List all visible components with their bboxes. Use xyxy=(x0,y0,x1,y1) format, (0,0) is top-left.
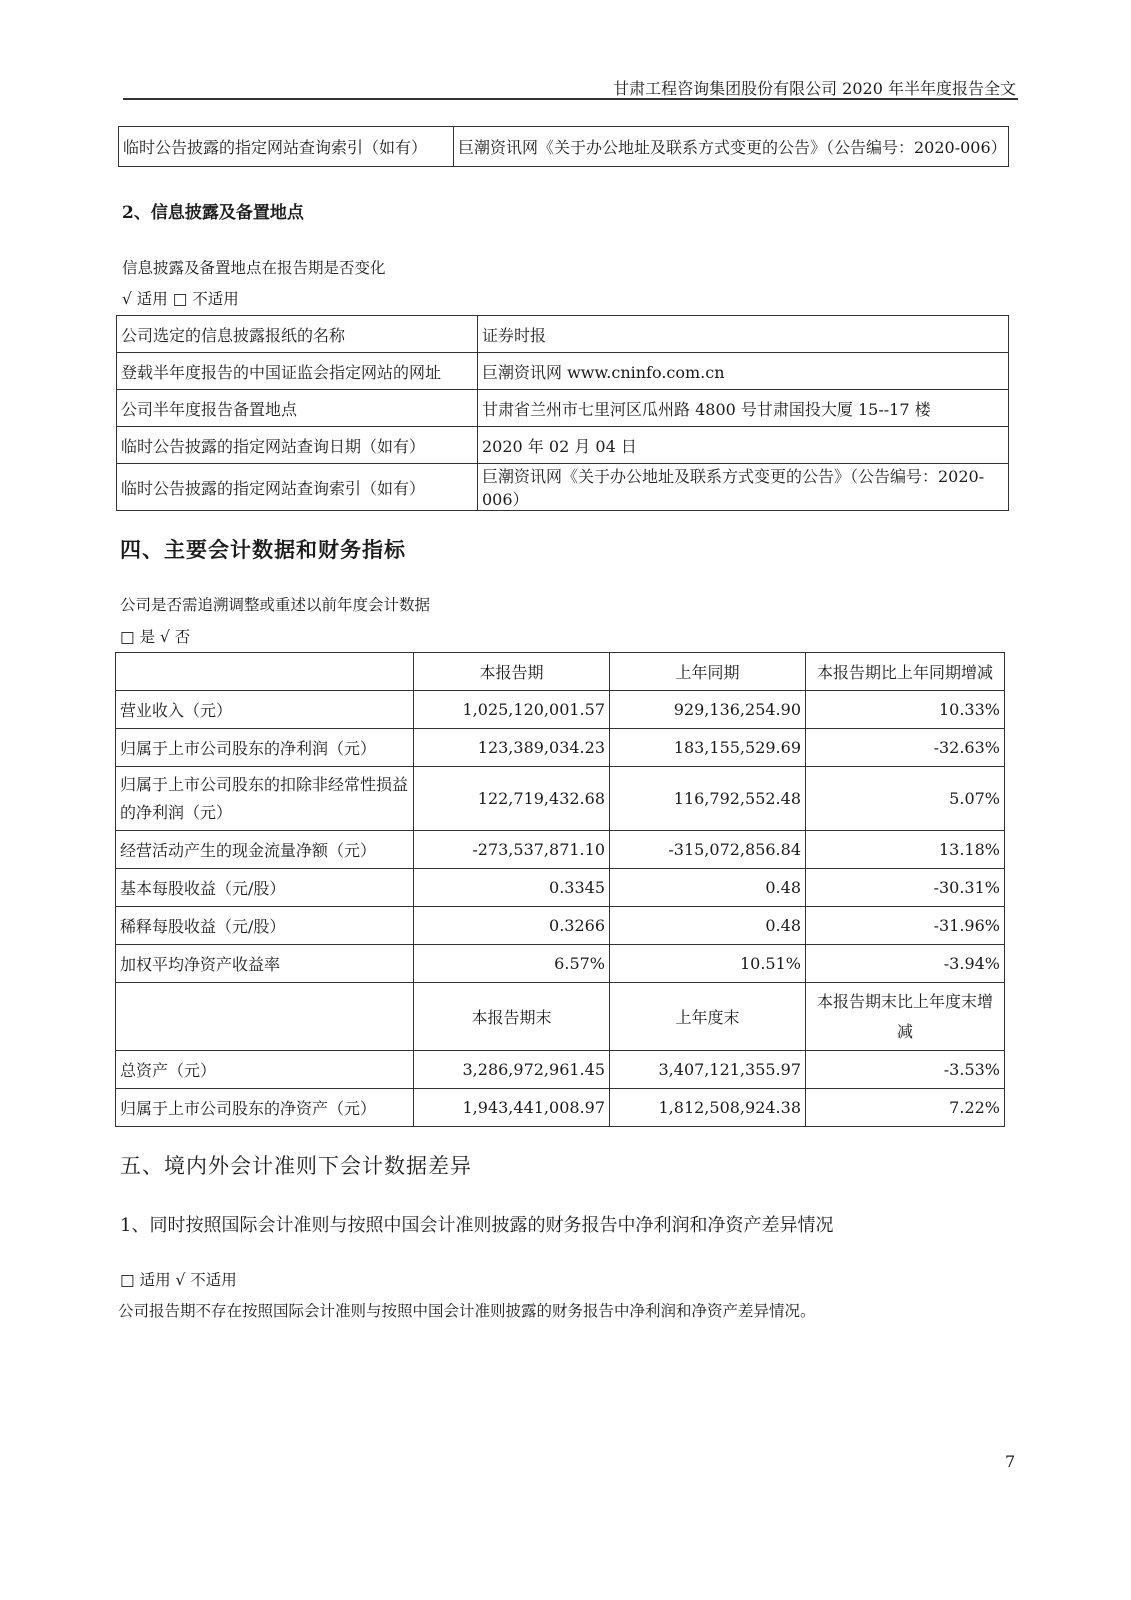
section5-text: 公司报告期不存在按照国际会计准则与按照中国会计准则披露的财务报告中净利润和净资产差异情况。 xyxy=(118,1302,816,1320)
top-table xyxy=(118,126,1009,167)
header-cell xyxy=(116,983,414,1051)
top-table-value: 巨潮资讯网《关于办公地址及联系方式变更的公告》（公告编号：2020-006） xyxy=(454,127,1009,167)
cell-value: -31.96% xyxy=(806,907,1005,945)
cell-value: 1,025,120,001.57 xyxy=(414,691,610,729)
cell-value: 0.3266 xyxy=(414,907,610,945)
section2-option: √ 适用 □ 不适用 xyxy=(122,290,239,308)
table-row xyxy=(116,945,1005,983)
table-row xyxy=(117,353,1009,390)
cell-value: 0.3345 xyxy=(414,869,610,907)
table-header-row xyxy=(116,653,1005,691)
header-cell: 本报告期 xyxy=(414,653,610,691)
section5-title: 五、境内外会计准则下会计数据差异 xyxy=(120,1154,472,1178)
row-label: 归属于上市公司股东的净资产（元） xyxy=(116,1089,414,1127)
section4-title: 四、主要会计数据和财务指标 xyxy=(120,537,406,562)
row-label: 营业收入（元） xyxy=(116,691,414,729)
header-cell xyxy=(116,653,414,691)
cell-value: 1,812,508,924.38 xyxy=(610,1089,806,1127)
cell-value: 116,792,552.48 xyxy=(610,767,806,831)
table-row xyxy=(117,427,1009,464)
disclosure-table xyxy=(116,315,1009,511)
disclosure-label: 临时公告披露的指定网站查询日期（如有） xyxy=(117,427,478,464)
cell-value: -32.63% xyxy=(806,729,1005,767)
header-cell: 本报告期末比上年度末增减 xyxy=(806,983,1005,1051)
header-rule xyxy=(123,98,1018,100)
disclosure-value: 甘肃省兰州市七里河区瓜州路 4800 号甘肃国投大厦 15--17 楼 xyxy=(478,390,1009,427)
page-header: 甘肃工程咨询集团股份有限公司 2020 年半年度报告全文 xyxy=(613,79,1016,98)
section5-subtitle: 1、同时按照国际会计准则与按照中国会计准则披露的财务报告中净利润和净资产差异情况 xyxy=(120,1215,834,1236)
page-number: 7 xyxy=(1005,1452,1016,1471)
header-cell: 本报告期比上年同期增减 xyxy=(806,653,1005,691)
disclosure-label: 登载半年度报告的中国证监会指定网站的网址 xyxy=(117,353,478,390)
table-row xyxy=(116,767,1005,831)
row-label: 归属于上市公司股东的扣除非经常性损益的净利润（元） xyxy=(116,767,414,831)
disclosure-label: 公司半年度报告备置地点 xyxy=(117,390,478,427)
disclosure-value: 巨潮资讯网《关于办公地址及联系方式变更的公告》（公告编号：2020-006） xyxy=(478,464,1009,511)
disclosure-label: 公司选定的信息披露报纸的名称 xyxy=(117,316,478,353)
cell-value: 122,719,432.68 xyxy=(414,767,610,831)
cell-value: 10.33% xyxy=(806,691,1005,729)
row-label: 归属于上市公司股东的净利润（元） xyxy=(116,729,414,767)
row-label: 基本每股收益（元/股） xyxy=(116,869,414,907)
row-label: 总资产（元） xyxy=(116,1051,414,1089)
disclosure-value: 证券时报 xyxy=(478,316,1009,353)
table-row xyxy=(116,869,1005,907)
cell-value: 0.48 xyxy=(610,907,806,945)
financial-table xyxy=(115,652,1005,1127)
cell-value: 10.51% xyxy=(610,945,806,983)
table-row xyxy=(116,1051,1005,1089)
section4-question: 公司是否需追溯调整或重述以前年度会计数据 xyxy=(120,596,431,614)
section2-title: 2、信息披露及备置地点 xyxy=(122,203,304,223)
cell-value: 6.57% xyxy=(414,945,610,983)
disclosure-label: 临时公告披露的指定网站查询索引（如有） xyxy=(117,464,478,511)
cell-value: -3.53% xyxy=(806,1051,1005,1089)
row-label: 经营活动产生的现金流量净额（元） xyxy=(116,831,414,869)
table-row xyxy=(117,390,1009,427)
disclosure-value: 巨潮资讯网 www.cninfo.com.cn xyxy=(478,353,1009,390)
cell-value: -3.94% xyxy=(806,945,1005,983)
table-header-row xyxy=(116,983,1005,1051)
section2-question: 信息披露及备置地点在报告期是否变化 xyxy=(122,259,386,277)
row-label: 稀释每股收益（元/股） xyxy=(116,907,414,945)
cell-value: 183,155,529.69 xyxy=(610,729,806,767)
table-row xyxy=(116,907,1005,945)
table-row xyxy=(116,691,1005,729)
table-row xyxy=(116,1089,1005,1127)
row-label: 加权平均净资产收益率 xyxy=(116,945,414,983)
section4-option: □ 是 √ 否 xyxy=(120,628,191,646)
cell-value: -273,537,871.10 xyxy=(414,831,610,869)
cell-value: -315,072,856.84 xyxy=(610,831,806,869)
header-cell: 上年同期 xyxy=(610,653,806,691)
cell-value: -30.31% xyxy=(806,869,1005,907)
cell-value: 3,286,972,961.45 xyxy=(414,1051,610,1089)
cell-value: 123,389,034.23 xyxy=(414,729,610,767)
disclosure-value: 2020 年 02 月 04 日 xyxy=(478,427,1009,464)
cell-value: 1,943,441,008.97 xyxy=(414,1089,610,1127)
table-row xyxy=(117,464,1009,511)
table-row xyxy=(116,831,1005,869)
top-table-label: 临时公告披露的指定网站查询索引（如有） xyxy=(119,127,454,167)
cell-value: 929,136,254.90 xyxy=(610,691,806,729)
header-cell: 上年度末 xyxy=(610,983,806,1051)
cell-value: 0.48 xyxy=(610,869,806,907)
cell-value: 5.07% xyxy=(806,767,1005,831)
table-row xyxy=(117,316,1009,353)
cell-value: 3,407,121,355.97 xyxy=(610,1051,806,1089)
table-row xyxy=(116,729,1005,767)
cell-value: 7.22% xyxy=(806,1089,1005,1127)
cell-value: 13.18% xyxy=(806,831,1005,869)
header-cell: 本报告期末 xyxy=(414,983,610,1051)
section5-option: □ 适用 √ 不适用 xyxy=(120,1271,237,1289)
